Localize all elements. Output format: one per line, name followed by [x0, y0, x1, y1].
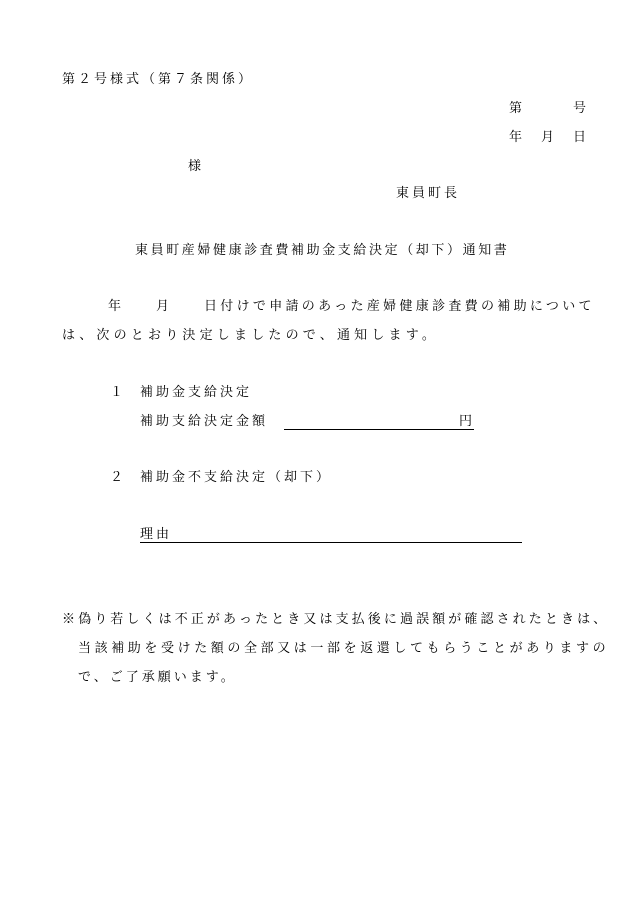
body-line2: は、次のとおり決定しましたので、通知します。 — [62, 328, 440, 343]
reason-underline — [140, 542, 522, 543]
body-year: 年 — [108, 299, 125, 314]
body-month: 月 — [156, 299, 173, 314]
number-label-prefix: 第 — [509, 101, 526, 116]
amount-underline — [284, 429, 474, 430]
section2-title: 補助金不支給決定（却下） — [140, 470, 333, 485]
document-title: 東員町産婦健康診査費補助金支給決定（却下）通知書 — [135, 243, 510, 258]
note-line2: 当該補助を受けた額の全部又は一部を返還してもらうことがありますの — [78, 641, 610, 656]
reason-label: 理由 — [140, 527, 173, 542]
section1-number: １ — [110, 385, 127, 400]
note-line3: で、ご了承願います。 — [78, 670, 237, 685]
note-line1: ※偽り若しくは不正があったとき又は支払後に過誤額が確認されたときは、 — [62, 612, 610, 627]
amount-unit: 円 — [459, 414, 476, 429]
date-month: 月 — [541, 130, 558, 145]
section2-number: ２ — [110, 470, 127, 485]
date-year: 年 — [509, 130, 526, 145]
section1-title: 補助金支給決定 — [140, 385, 253, 400]
number-label-suffix: 号 — [573, 101, 590, 116]
issuer: 東員町長 — [396, 186, 461, 201]
date-day: 日 — [573, 130, 590, 145]
form-label: 第２号様式（第７条関係） — [62, 72, 255, 87]
amount-label: 補助支給決定金額 — [140, 414, 269, 429]
addressee-suffix: 様 — [188, 159, 205, 174]
body-line1: 日付けで申請のあった産婦健康診査費の補助について — [204, 299, 595, 314]
